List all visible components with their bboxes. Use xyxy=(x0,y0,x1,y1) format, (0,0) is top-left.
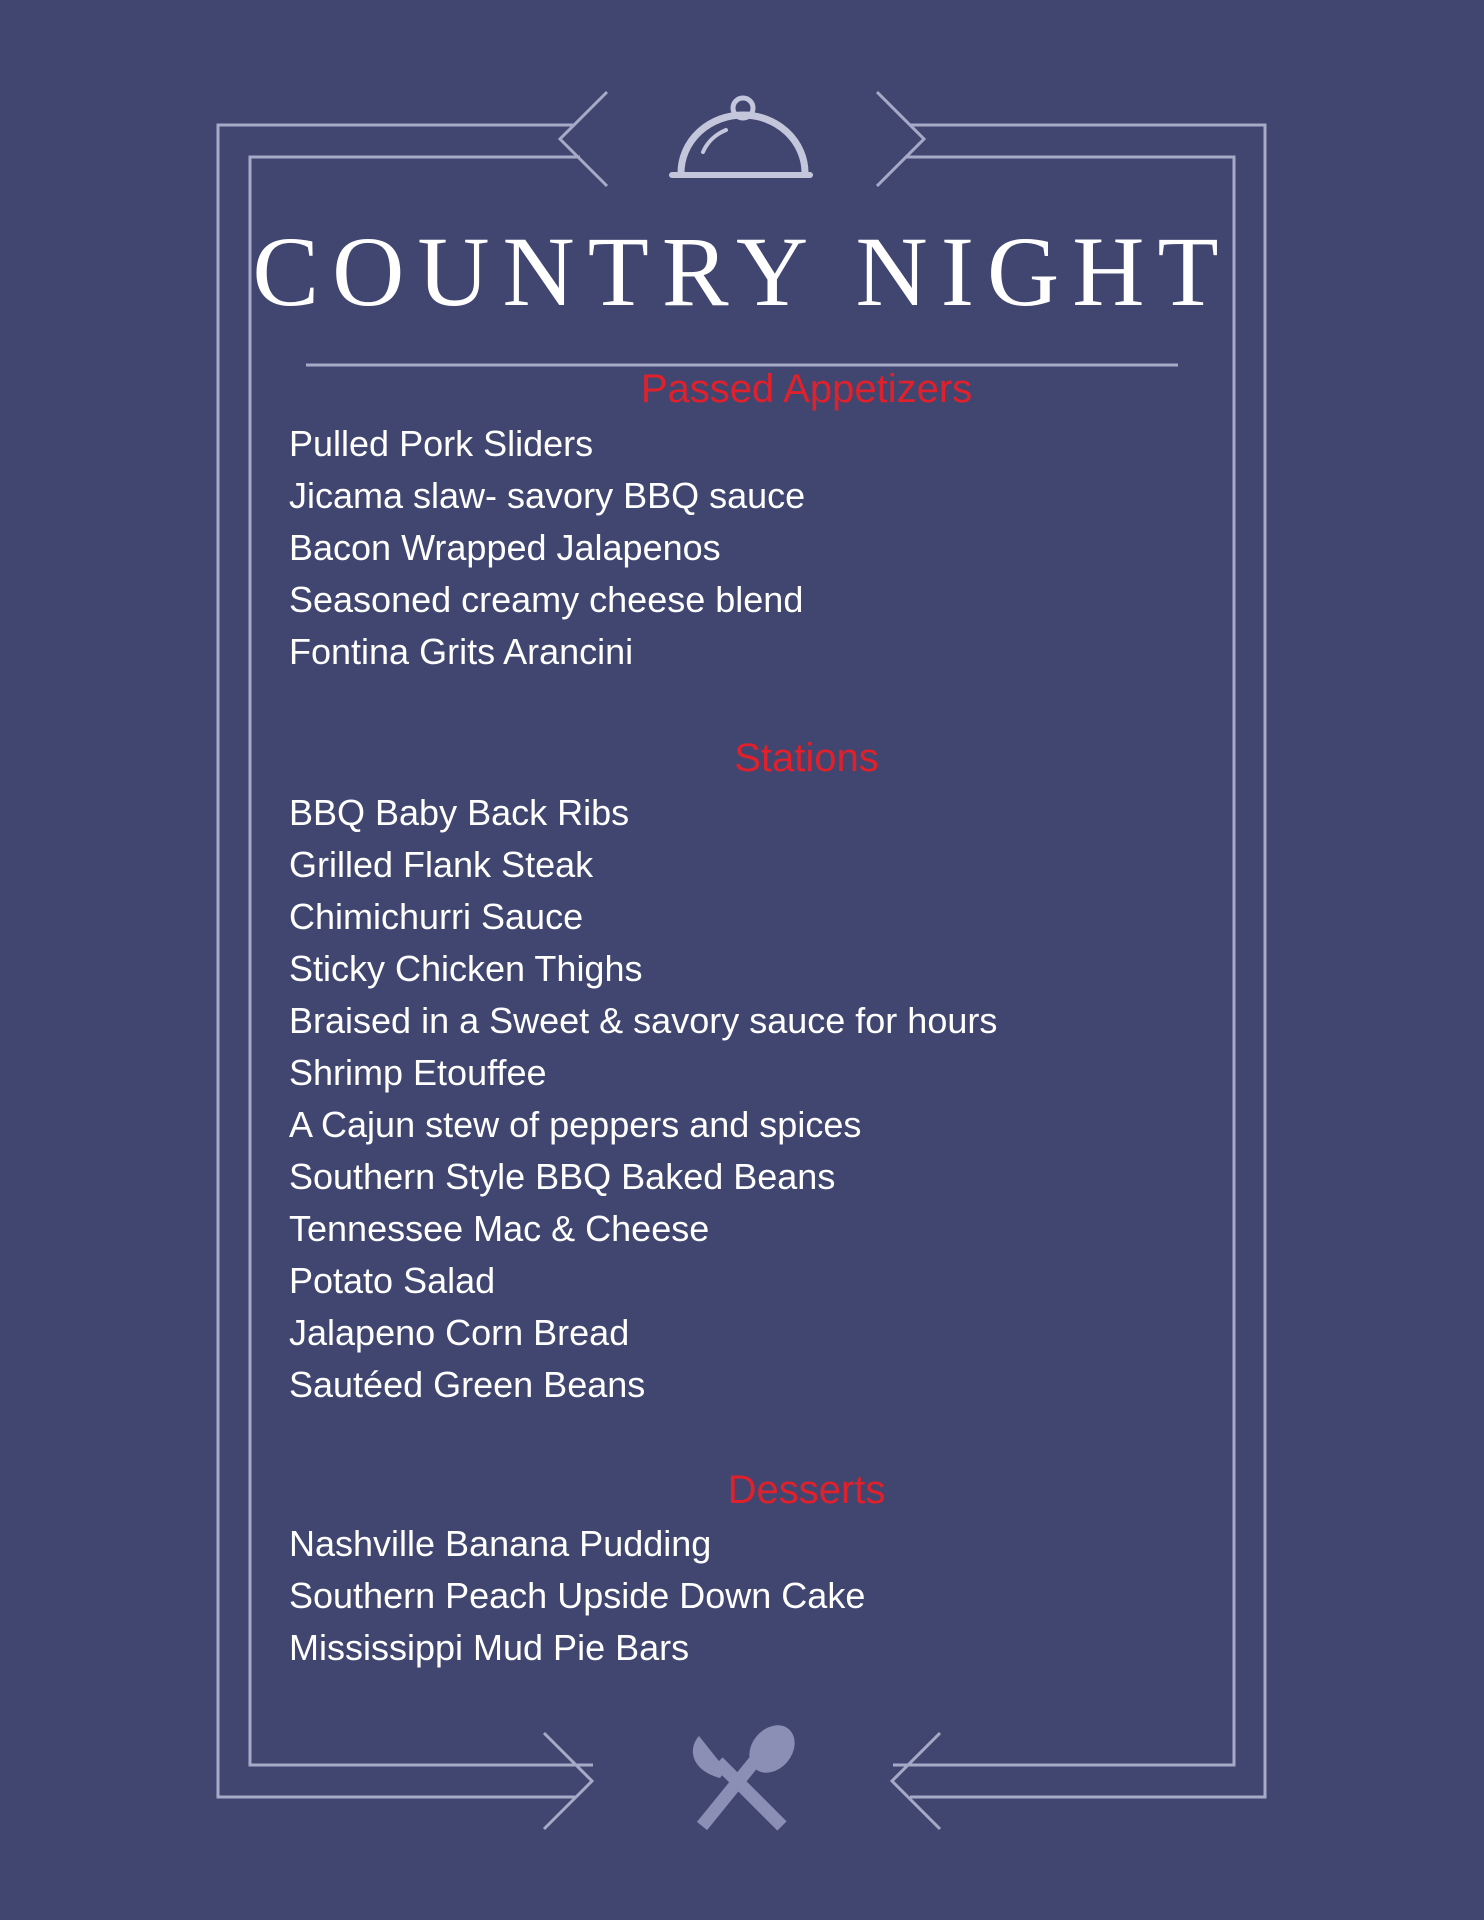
list-item: Sticky Chicken Thighs xyxy=(289,948,643,989)
list-item: Grilled Flank Steak xyxy=(289,844,594,885)
section-heading-appetizers: Passed Appetizers xyxy=(640,367,973,411)
list-item: Jicama slaw- savory BBQ sauce xyxy=(289,475,806,516)
list-item: A Cajun stew of peppers and spices xyxy=(289,1104,862,1145)
list-item: BBQ Baby Back Ribs xyxy=(289,792,630,833)
list-item: Nashville Banana Pudding xyxy=(289,1523,712,1564)
list-item: Potato Salad xyxy=(289,1260,496,1301)
appetizers-list xyxy=(289,418,805,678)
menu-title: COUNTRY NIGHT xyxy=(252,216,1232,327)
list-item: Sautéed Green Beans xyxy=(289,1364,646,1405)
list-item: Jalapeno Corn Bread xyxy=(289,1312,630,1353)
cloche-icon xyxy=(672,98,810,175)
list-item: Mississippi Mud Pie Bars xyxy=(289,1627,690,1668)
list-item: Braised in a Sweet & savory sauce for hours xyxy=(289,1000,998,1041)
section-heading-desserts: Desserts xyxy=(727,1468,886,1512)
list-item: Southern Style BBQ Baked Beans xyxy=(289,1156,836,1197)
desserts-list xyxy=(289,1518,865,1674)
list-item: Chimichurri Sauce xyxy=(289,896,584,937)
stations-list xyxy=(289,787,997,1411)
list-item: Fontina Grits Arancini xyxy=(289,631,634,672)
crossed-fork-spoon-icon xyxy=(693,1716,804,1826)
list-item: Tennessee Mac & Cheese xyxy=(289,1208,710,1249)
list-item: Shrimp Etouffee xyxy=(289,1052,547,1093)
list-item: Seasoned creamy cheese blend xyxy=(289,579,804,620)
list-item: Bacon Wrapped Jalapenos xyxy=(289,527,721,568)
section-heading-stations: Stations xyxy=(734,736,879,780)
list-item: Pulled Pork Sliders xyxy=(289,423,594,464)
list-item: Southern Peach Upside Down Cake xyxy=(289,1575,866,1616)
